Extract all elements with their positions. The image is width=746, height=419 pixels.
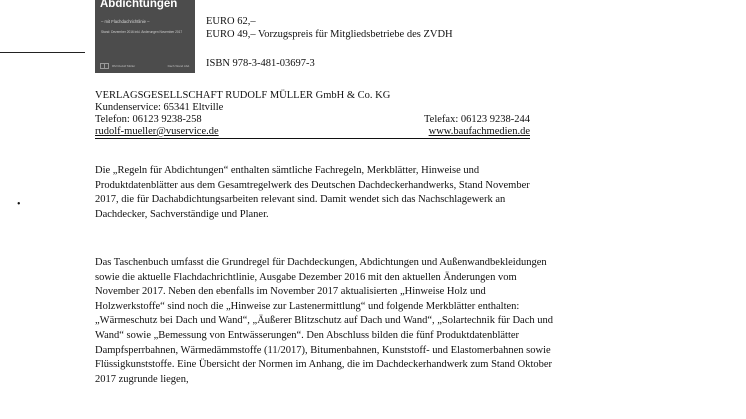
price: EURO 62,–	[206, 16, 256, 27]
cover-publisher: RM Rudolf Müller	[112, 64, 136, 68]
publisher-logo-icon	[100, 63, 109, 69]
fax: Telefax: 06123 9238-244	[424, 114, 530, 125]
member-price: EURO 49,– Vorzugspreis für Mitgliedsbetriebe des ZVDH	[206, 29, 453, 40]
website-link[interactable]: www.baufachmedien.de	[428, 126, 530, 137]
cover-title: Abdichtungen	[100, 0, 178, 10]
book-cover	[95, 0, 195, 73]
email-link[interactable]: rudolf-mueller@vuservice.de	[95, 126, 219, 137]
phone: Telefon: 06123 9238-258	[95, 114, 202, 125]
cover-footer-right: Dach Wand Abd.	[167, 64, 190, 68]
isbn: ISBN 978-3-481-03697-3	[206, 58, 315, 69]
cover-subtitle: – mit Flachdachrichtlinie –	[101, 19, 150, 24]
intro-paragraph: Die „Regeln für Abdichtungen“ enthalten sämtliche Fachregeln, Merkblätter, Hinweise und Produktdatenblätter aus dem Gesamtregelwerk des Deutschen Dachdeckerhandwerks, Stand November 2017, die für Dachabdichtungsarbeiten relevant sind. Damit wendet sich das Nachschlagewerk an Dachdecker, Sachverständige und Planer.	[95, 165, 530, 220]
publisher-name: VERLAGSGESELLSCHAFT RUDOLF MÜLLER GmbH & Co. KG	[95, 90, 391, 101]
content-paragraph: Das Taschenbuch umfasst die Grundregel für Dachdeckungen, Abdichtungen und Außenwandbekleidungen sowie die aktuelle Flachdachrichtlinie, Ausgabe Dezember 2016 mit den aktuellen Änderungen vom November 2017. Neben den ebenfalls im November 2017 aktualisierten „Hinweise Holz und Holzwerkstoffe“ sind noch die „Hinweise zur Lastenermittlung“ und folgende Merkblätter enthalten: „Wärmeschutz bei Dach und Wand“, „Äußerer Blitzschutz auf Dach und Wand“, „Solartechnik für Dach und Wand“ sowie „Bemessung von Entwässerungen“. Den Abschluss bilden die fünf Produktdatenblätter Dampfsperrbahnen, Wärmedämmstoffe (11/2017), Bitumenbahnen, Kunststoff- und Elastomerbahnen sowie Flüssigkunststoffe. Eine Übersicht der Normen im Anhang, die im Dachdeckerhandwerk zum Stand Oktober 2017 zugrunde liegen,	[95, 257, 553, 385]
cover-edition-line: Stand: Dezember 2016 inkl. Änderungen November 2017	[101, 30, 183, 34]
publisher-block	[95, 90, 530, 139]
customer-service: Kundenservice: 65341 Eltville	[95, 102, 224, 113]
contact-row	[95, 126, 530, 139]
phone-fax-row	[95, 114, 530, 126]
bullet-marker: •	[17, 199, 21, 210]
divider-line	[0, 52, 85, 53]
